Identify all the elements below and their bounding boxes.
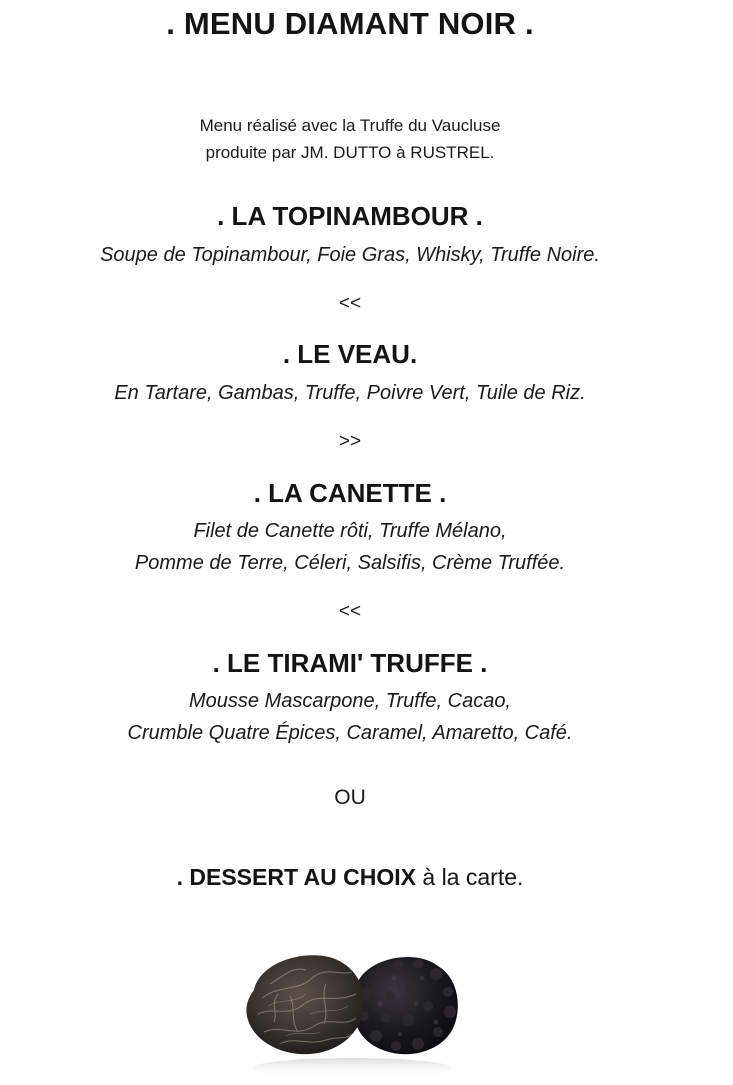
black-truffle-illustration [240,948,470,1080]
course-name-tiramitruffe: . LE TIRAMI' TRUFFE . [212,648,488,678]
separator-1: << [338,293,362,314]
course-desc-canette-line-2: Pomme de Terre, Céleri, Salsifis, Crème Truffée. [134,552,566,574]
or-text: OU [334,786,366,809]
intro-line-2: produite par JM. DUTTO à RUSTREL. [205,143,495,162]
course-desc-tiramitruffe-line-2: Crumble Quatre Épices, Caramel, Amaretto, Café. [127,722,573,744]
course-desc-canette-line-1: Filet de Canette rôti, Truffe Mélano, [193,520,507,542]
course-name-veau: . LE VEAU. [282,339,418,369]
menu-title: . MENU DIAMANT NOIR . [166,6,534,41]
whole-truffle [353,957,458,1054]
dessert-choice-suffix: à la carte. [416,864,524,890]
course-desc-veau: En Tartare, Gambas, Truffe, Poivre Vert, Tuile de Riz. [114,382,586,404]
menu-intro [0,112,700,166]
separator-3: << [338,601,362,622]
course-name-canette: . LA CANETTE . [253,478,447,508]
course-desc-tiramitruffe-line-1: Mousse Mascarpone, Truffe, Cacao, [189,690,511,712]
truffle-reflection [252,1058,452,1078]
course-name-topinambour: . LA TOPINAMBOUR . [217,201,483,231]
separator-2: >> [338,431,362,452]
dessert-choice-label: . DESSERT AU CHOIX [176,864,416,890]
dessert-choice [0,864,700,891]
intro-line-1: Menu réalisé avec la Truffe du Vaucluse [199,116,501,135]
course-desc-topinambour: Soupe de Topinambour, Foie Gras, Whisky, Truffe Noire. [100,244,600,266]
